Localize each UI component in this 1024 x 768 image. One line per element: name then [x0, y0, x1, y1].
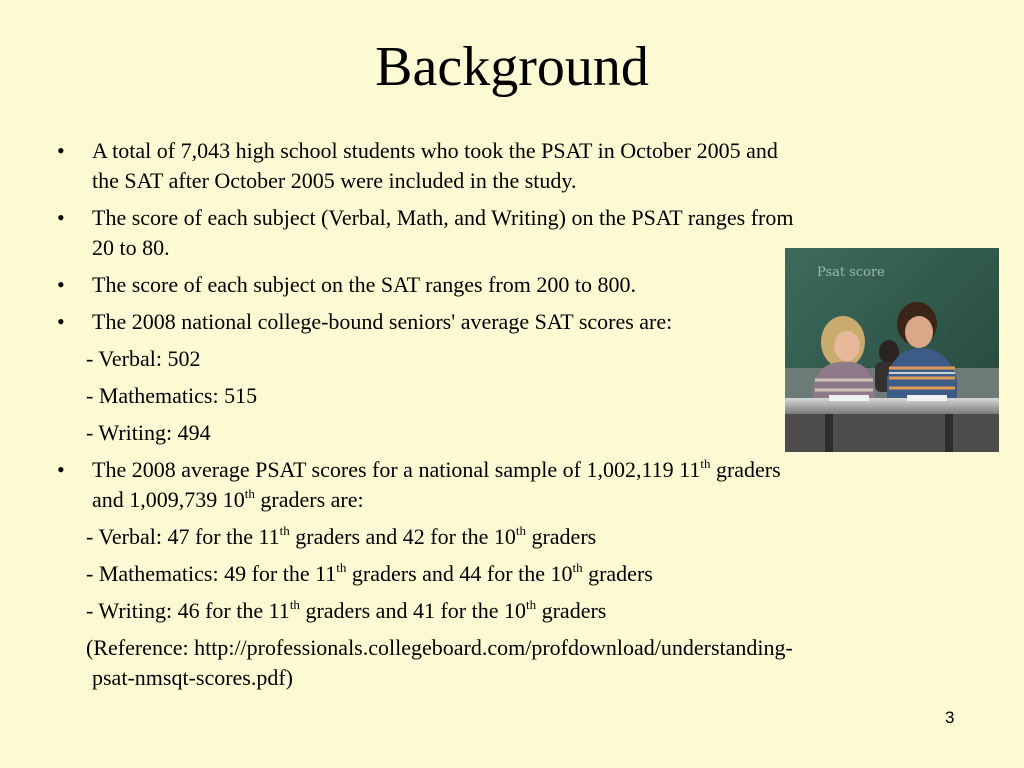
- chalkboard-text: Psat score: [817, 265, 885, 280]
- bullet-3: The score of each subject on the SAT ranges from 200 to 800.: [92, 272, 636, 297]
- psat-math: - Mathematics: 49 for the 11th graders and 44 for the 10th graders: [86, 560, 653, 586]
- sat-writing: - Writing: 494: [86, 420, 211, 445]
- sat-verbal: - Verbal: 502: [86, 346, 201, 371]
- psat-writing: - Writing: 46 for the 11th graders and 41 for the 10th graders: [86, 597, 607, 623]
- bullet-4: The 2008 national college-bound seniors' average SAT scores are:: [92, 309, 673, 334]
- bullet-5-line-1: The 2008 average PSAT scores for a national sample of 1,002,119 11th graders: [92, 456, 781, 482]
- bullet-2-line-2: 20 to 80.: [92, 235, 170, 260]
- psat-verbal: - Verbal: 47 for the 11th graders and 42 for the 10th graders: [86, 523, 597, 549]
- classroom-photo-illustration: [785, 248, 999, 452]
- classroom-photo: [785, 248, 999, 452]
- reference-line-1: (Reference: http://professionals.collegeboard.com/profdownload/understanding-: [86, 635, 793, 660]
- bullet-marker: •: [57, 272, 65, 297]
- bullet-marker: •: [57, 457, 65, 482]
- bullet-marker: •: [57, 138, 65, 163]
- bullet-1-line-1: A total of 7,043 high school students who took the PSAT in October 2005 and: [92, 138, 778, 163]
- bullet-5-line-2: and 1,009,739 10th graders are:: [92, 486, 364, 512]
- slide-title: Background: [375, 36, 649, 98]
- sat-math: - Mathematics: 515: [86, 383, 258, 408]
- bullet-marker: •: [57, 205, 65, 230]
- reference-line-2: psat-nmsqt-scores.pdf): [92, 665, 294, 690]
- bullet-2-line-1: The score of each subject (Verbal, Math, and Writing) on the PSAT ranges from: [92, 205, 794, 230]
- bullet-1-line-2: the SAT after October 2005 were included in the study.: [92, 168, 577, 193]
- bullet-marker: •: [57, 309, 65, 334]
- page-number: 3: [945, 708, 955, 727]
